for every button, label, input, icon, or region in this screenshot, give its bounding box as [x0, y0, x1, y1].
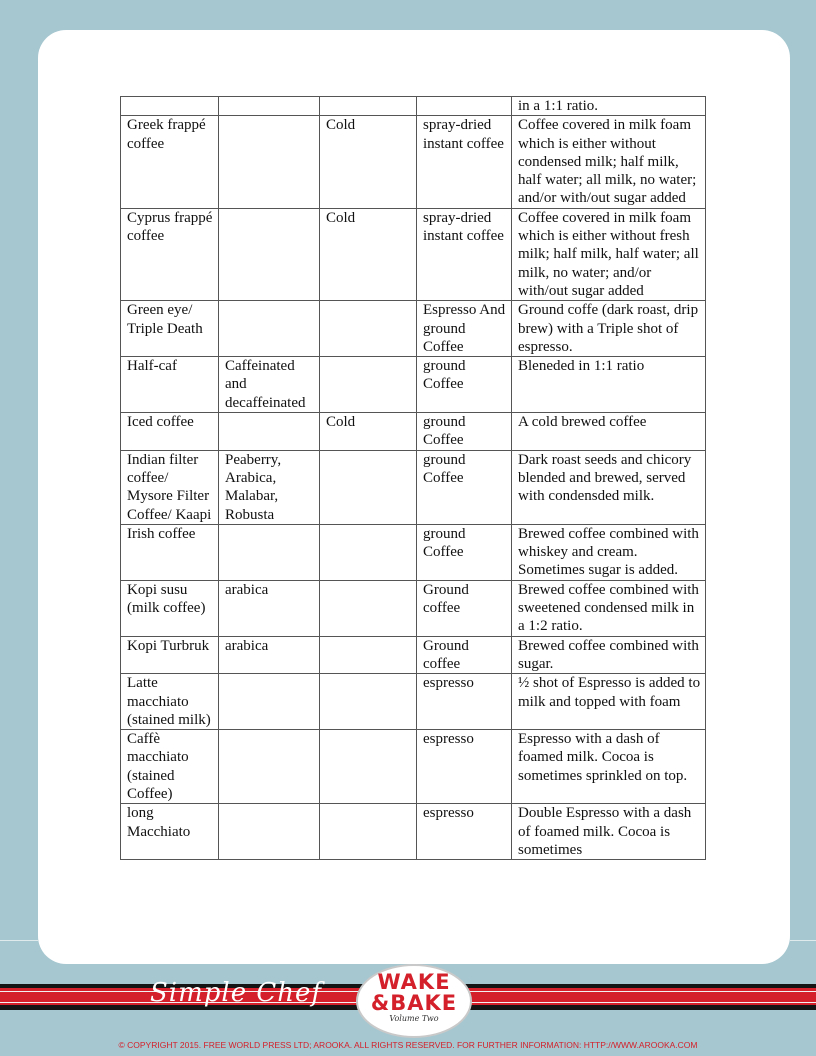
- table-cell: in a 1:1 ratio.: [512, 97, 706, 116]
- table-cell: ground Coffee: [417, 357, 512, 413]
- table-cell: [219, 804, 320, 860]
- table-cell: Brewed coffee combined with sweetened condensed milk in a 1:2 ratio.: [512, 580, 706, 636]
- table-cell: Caffeinated and decaffeinated: [219, 357, 320, 413]
- table-cell: Kopi Turbruk: [121, 636, 219, 674]
- table-cell: ground Coffee: [417, 450, 512, 524]
- table-cell: long Macchiato: [121, 804, 219, 860]
- table-cell: [219, 97, 320, 116]
- table-row: [121, 357, 706, 413]
- table-cell: Dark roast seeds and chicory blended and brewed, served with condensded milk.: [512, 450, 706, 524]
- table-cell: espresso: [417, 730, 512, 804]
- table-cell: espresso: [417, 674, 512, 730]
- table-row: [121, 674, 706, 730]
- logo-line-volume: Volume Two: [389, 1014, 439, 1023]
- logo-line-wake: WAKE: [377, 970, 451, 994]
- table-cell: ½ shot of Espresso is added to milk and topped with foam: [512, 674, 706, 730]
- table-cell: Indian filter coffee/ Mysore Filter Coffee/ Kaapi: [121, 450, 219, 524]
- table-cell: Half-caf: [121, 357, 219, 413]
- table-cell: [219, 524, 320, 580]
- table-row: [121, 524, 706, 580]
- table-row: [121, 301, 706, 357]
- table-cell: arabica: [219, 636, 320, 674]
- table-cell: Bleneded in 1:1 ratio: [512, 357, 706, 413]
- table-cell: [320, 524, 417, 580]
- table-cell: arabica: [219, 580, 320, 636]
- table-cell: [121, 97, 219, 116]
- table-cell: Kopi susu (milk coffee): [121, 580, 219, 636]
- table-cell: [219, 301, 320, 357]
- table-cell: [417, 97, 512, 116]
- table-cell: Brewed coffee combined with whiskey and cream. Sometimes sugar is added.: [512, 524, 706, 580]
- table-cell: Peaberry, Arabica, Malabar, Robusta: [219, 450, 320, 524]
- table-cell: Latte macchiato (stained milk): [121, 674, 219, 730]
- table-cell: espresso: [417, 804, 512, 860]
- table-cell: Cold: [320, 116, 417, 208]
- side-rule-left: [0, 940, 38, 941]
- table-cell: Ground coffee: [417, 580, 512, 636]
- table-cell: [320, 580, 417, 636]
- table-cell: [320, 357, 417, 413]
- table-cell: spray-dried instant coffee: [417, 208, 512, 300]
- table-cell: Espresso And ground Coffee: [417, 301, 512, 357]
- table-cell: Ground coffee: [417, 636, 512, 674]
- table-cell: [219, 674, 320, 730]
- table-row: [121, 580, 706, 636]
- table-cell: [219, 208, 320, 300]
- logo-line-bake: &BAKE: [370, 991, 458, 1015]
- table-cell: [320, 450, 417, 524]
- table-row: [121, 413, 706, 451]
- table-cell: [320, 674, 417, 730]
- table-cell: A cold brewed coffee: [512, 413, 706, 451]
- coffee-table: [120, 96, 706, 860]
- table-cell: Ground coffe (dark roast, drip brew) with a Triple shot of espresso.: [512, 301, 706, 357]
- table-cell: [320, 636, 417, 674]
- table-cell: [219, 730, 320, 804]
- copyright-notice: © COPYRIGHT 2015. FREE WORLD PRESS LTD; AROOKA. ALL RIGHTS RESERVED. FOR FURTHER INFORMATION: HTTP://WWW.AROOKA.COM: [118, 1040, 698, 1050]
- table-cell: spray-dried instant coffee: [417, 116, 512, 208]
- side-rule-right: [790, 940, 816, 941]
- table-cell: Cyprus frappé coffee: [121, 208, 219, 300]
- table-row: [121, 450, 706, 524]
- table-cell: [320, 97, 417, 116]
- table-row: [121, 804, 706, 860]
- table-cell: Green eye/ Triple Death: [121, 301, 219, 357]
- brand-wordmark: Simple Chef: [150, 978, 323, 1008]
- table-cell: [320, 301, 417, 357]
- table-cell: [320, 804, 417, 860]
- table-cell: [219, 413, 320, 451]
- table-cell: Coffee covered in milk foam which is either without fresh milk; half milk, half water; all milk, no water; and/or with/out sugar added: [512, 208, 706, 300]
- table-cell: Brewed coffee combined with sugar.: [512, 636, 706, 674]
- table-cell: Cold: [320, 413, 417, 451]
- table-cell: Irish coffee: [121, 524, 219, 580]
- table-cell: Espresso with a dash of foamed milk. Cocoa is sometimes sprinkled on top.: [512, 730, 706, 804]
- table-cell: [219, 116, 320, 208]
- table-cell: Iced coffee: [121, 413, 219, 451]
- table-cell: Caffè macchiato (stained Coffee): [121, 730, 219, 804]
- table-cell: Double Espresso with a dash of foamed milk. Cocoa is sometimes: [512, 804, 706, 860]
- coffee-table-body: [121, 97, 706, 860]
- table-cell: [320, 730, 417, 804]
- table-row: [121, 730, 706, 804]
- table-cell: Cold: [320, 208, 417, 300]
- table-row: [121, 636, 706, 674]
- table-cell: Coffee covered in milk foam which is either without condensed milk; half milk, half water; all milk, no water; and/or with/out sugar added: [512, 116, 706, 208]
- table-row: [121, 116, 706, 208]
- wake-bake-logo: [356, 964, 472, 1038]
- table-cell: Greek frappé coffee: [121, 116, 219, 208]
- table-row: [121, 97, 706, 116]
- table-cell: ground Coffee: [417, 524, 512, 580]
- table-cell: ground Coffee: [417, 413, 512, 451]
- table-row: [121, 208, 706, 300]
